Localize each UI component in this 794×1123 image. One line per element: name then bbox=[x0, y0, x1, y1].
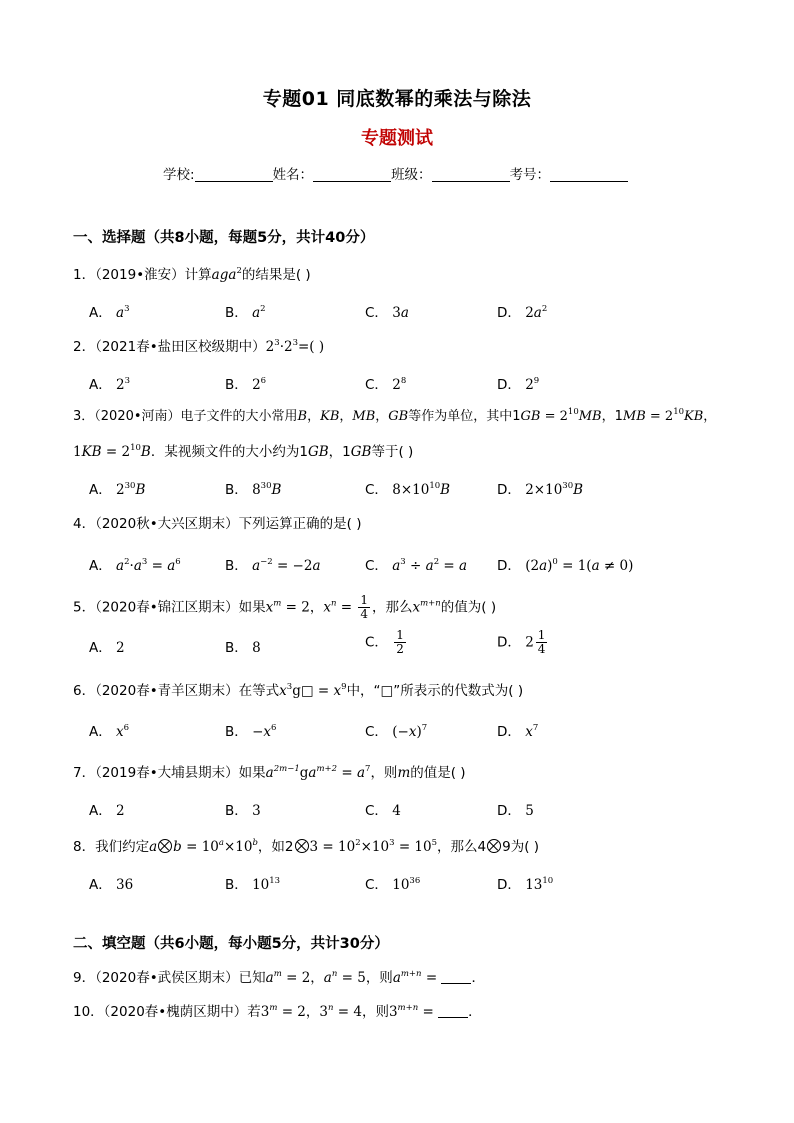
separator: ，1 bbox=[601, 409, 623, 424]
math-op: = bbox=[418, 1004, 439, 1020]
question-3-line-2 bbox=[73, 440, 413, 460]
math-base: = 2 bbox=[645, 409, 674, 424]
option-6d[interactable] bbox=[497, 720, 538, 740]
option-label: C． bbox=[365, 558, 388, 574]
unit-kb: KB bbox=[684, 409, 704, 424]
math-op: = bbox=[147, 558, 168, 574]
option-5b[interactable] bbox=[225, 636, 261, 656]
math-paren: ) bbox=[416, 724, 422, 740]
question-end: ． bbox=[468, 1004, 482, 1020]
math-var: a bbox=[459, 558, 468, 574]
section-heading-fill: 二、填空题（共6小题，每小题5分，共计30分） bbox=[73, 936, 389, 952]
math-base: 2 bbox=[392, 377, 401, 393]
option-value: 2 bbox=[116, 640, 125, 656]
option-6b[interactable] bbox=[225, 720, 276, 740]
option-7b[interactable] bbox=[225, 799, 261, 819]
math-exponent: 2 bbox=[236, 266, 242, 276]
math-op: = bbox=[421, 970, 442, 986]
student-info-row bbox=[163, 163, 628, 183]
option-1d[interactable] bbox=[497, 301, 547, 321]
fraction-numerator: 1 bbox=[396, 628, 404, 642]
option-label: A． bbox=[89, 305, 112, 321]
math-base: 10 bbox=[252, 877, 270, 893]
unit-b: B bbox=[297, 409, 308, 424]
option-7a[interactable] bbox=[89, 799, 125, 819]
math-exponent: 6 bbox=[123, 723, 130, 733]
option-8b[interactable] bbox=[225, 873, 280, 893]
answer-blank[interactable] bbox=[438, 1005, 468, 1018]
math-var: a bbox=[591, 558, 600, 574]
question-9 bbox=[73, 966, 485, 986]
option-label: C． bbox=[365, 377, 388, 393]
question-stem: 3．（2020•河南）电子文件的大小常用 bbox=[73, 409, 298, 424]
option-value: 4 bbox=[392, 803, 401, 819]
math-var: a bbox=[425, 558, 434, 574]
question-stem: 5．（2020春•锦江区期末）如果 bbox=[73, 599, 266, 616]
option-label: D． bbox=[497, 305, 521, 321]
option-label: D． bbox=[497, 803, 521, 819]
question-stem: ．某视频文件的大小约为1 bbox=[150, 444, 308, 460]
option-value: 2 bbox=[116, 803, 125, 819]
math-exponent: 30 bbox=[260, 481, 272, 491]
math-base: 2×10 bbox=[525, 482, 563, 498]
fraction bbox=[536, 629, 548, 656]
option-7d[interactable] bbox=[497, 799, 534, 819]
option-label: C． bbox=[365, 803, 388, 819]
option-label: C． bbox=[365, 482, 388, 498]
fraction-numerator: 1 bbox=[537, 628, 546, 642]
math-exponent: 2 bbox=[124, 557, 130, 567]
unit-mb: MB bbox=[352, 409, 376, 424]
math-paren: ) bbox=[547, 558, 553, 574]
math-var: a bbox=[539, 558, 548, 574]
class-label: 班级： bbox=[391, 167, 432, 183]
page-subtitle: 专题测试 bbox=[361, 128, 433, 149]
question-stem: ，如2 bbox=[257, 839, 294, 855]
math-var: a bbox=[133, 558, 142, 574]
option-6c[interactable] bbox=[365, 720, 427, 740]
math-base: 13 bbox=[525, 877, 543, 893]
question-1 bbox=[73, 263, 311, 283]
otimes-icon bbox=[487, 839, 501, 853]
math-exponent: m+2 bbox=[316, 764, 338, 774]
option-4b[interactable] bbox=[225, 554, 321, 574]
math-base: 2 bbox=[116, 482, 125, 498]
question-stem: 2．（2021春•盐田区校级期中） bbox=[73, 339, 266, 355]
number-label: 考号： bbox=[509, 167, 551, 183]
math-op: = 10 bbox=[181, 839, 219, 855]
option-label: C． bbox=[365, 724, 388, 740]
math-op: · bbox=[279, 339, 284, 355]
unit-gb: GB bbox=[520, 409, 541, 424]
math-base: 3 bbox=[260, 1004, 270, 1020]
math-var: x bbox=[408, 724, 417, 740]
unit-b: B bbox=[440, 482, 451, 498]
math-var: a bbox=[252, 305, 261, 321]
question-5 bbox=[73, 594, 496, 621]
math-exponent: 0 bbox=[552, 557, 558, 567]
section-heading-choice: 一、选择题（共8小题，每题5分，共计40分） bbox=[73, 230, 375, 246]
fraction-denominator: 4 bbox=[537, 642, 546, 656]
question-stem: 1．（2019•淮安）计算 bbox=[73, 267, 212, 283]
math-var: a bbox=[392, 970, 401, 986]
math-op: = −2 bbox=[272, 558, 313, 574]
math-exponent: n bbox=[330, 598, 337, 609]
separator: ， bbox=[375, 409, 389, 424]
option-3b[interactable] bbox=[225, 478, 281, 498]
math-exponent: 7 bbox=[421, 723, 428, 733]
school-label: 学校: bbox=[163, 167, 195, 183]
math-var: x bbox=[116, 724, 124, 740]
question-8 bbox=[73, 835, 539, 855]
question-6 bbox=[73, 679, 523, 699]
option-3d[interactable] bbox=[497, 478, 583, 498]
option-3c[interactable] bbox=[365, 478, 450, 498]
option-2c[interactable] bbox=[365, 373, 406, 393]
math-exponent: m bbox=[273, 969, 282, 979]
fraction-numerator: 1 bbox=[360, 593, 368, 607]
math-var: a bbox=[265, 970, 274, 986]
option-2a[interactable] bbox=[89, 373, 130, 393]
option-label: D． bbox=[497, 634, 521, 651]
option-label: A． bbox=[89, 877, 112, 893]
option-4c[interactable] bbox=[365, 554, 467, 574]
math-exponent: n bbox=[331, 969, 338, 979]
math-op: = 4 bbox=[333, 1004, 362, 1020]
name-blank bbox=[313, 167, 391, 182]
math-base: 3 bbox=[319, 1004, 328, 1020]
math-op: = 2 bbox=[277, 1004, 306, 1020]
math-op: g bbox=[219, 267, 229, 283]
math-var: a bbox=[392, 558, 401, 574]
answer-blank[interactable] bbox=[441, 971, 471, 984]
separator: ， bbox=[310, 970, 324, 986]
question-10 bbox=[73, 1000, 482, 1020]
math-exponent: 3 bbox=[292, 338, 298, 348]
math-op: ÷ bbox=[405, 558, 426, 574]
option-label: C． bbox=[365, 877, 388, 893]
option-2b[interactable] bbox=[225, 373, 266, 393]
question-stem: ，则 bbox=[370, 765, 398, 781]
math-base: (2 bbox=[525, 558, 540, 574]
option-label: A． bbox=[89, 803, 112, 819]
math-op: − bbox=[252, 724, 264, 740]
fraction bbox=[358, 594, 370, 621]
math-exponent: m+n bbox=[420, 598, 441, 609]
math-coef: 2 bbox=[525, 305, 534, 321]
math-exponent: 3 bbox=[124, 376, 131, 386]
math-exponent: 10 bbox=[130, 443, 141, 453]
math-var: a bbox=[533, 305, 542, 321]
option-label: D． bbox=[497, 724, 521, 740]
math-var: a bbox=[323, 970, 332, 986]
otimes-icon bbox=[158, 839, 172, 853]
math-op: g□ = bbox=[292, 683, 334, 699]
math-var: a bbox=[252, 558, 261, 574]
math-op: = 10 bbox=[394, 839, 432, 855]
math-base: 3 bbox=[388, 1004, 398, 1020]
math-var: x bbox=[412, 599, 421, 616]
math-var: x bbox=[323, 599, 331, 616]
question-stem-suffix: =( ) bbox=[298, 339, 325, 355]
math-exponent: 10 bbox=[673, 407, 685, 417]
mixed-whole: 2 bbox=[525, 634, 534, 651]
option-8a[interactable] bbox=[89, 873, 133, 893]
math-exponent: 2 bbox=[355, 838, 361, 848]
question-stem-suffix: 的结果是( ) bbox=[241, 267, 311, 283]
question-stem-suffix: 等于( ) bbox=[371, 444, 414, 460]
math-base: 2 bbox=[116, 377, 125, 393]
question-stem: 6．（2020春•青羊区期末）在等式 bbox=[73, 683, 280, 699]
option-value: 8 bbox=[252, 640, 261, 656]
math-exponent: 6 bbox=[271, 723, 277, 733]
option-label: A． bbox=[89, 377, 112, 393]
class-blank bbox=[432, 167, 510, 182]
option-label: D． bbox=[497, 558, 521, 574]
math-op: = bbox=[439, 558, 460, 574]
math-exponent: m+n bbox=[397, 1003, 419, 1013]
math-var: a bbox=[116, 558, 125, 574]
option-4a[interactable] bbox=[89, 554, 181, 574]
option-1c[interactable] bbox=[365, 301, 409, 321]
option-label: A． bbox=[89, 724, 112, 740]
option-label: B． bbox=[225, 724, 248, 740]
option-7c[interactable] bbox=[365, 799, 401, 819]
question-stem: ，那么 bbox=[372, 599, 413, 616]
question-stem: 7．（2019春•大埔县期末）如果 bbox=[73, 765, 266, 781]
unit-mb: MB bbox=[578, 409, 602, 424]
math-op: = 1( bbox=[557, 558, 592, 574]
question-stem-suffix: 的值是( ) bbox=[410, 765, 466, 781]
math-exponent: 30 bbox=[562, 481, 574, 491]
math-exponent: 2 bbox=[541, 304, 548, 314]
otimes-icon bbox=[295, 839, 309, 853]
math-base: = 2 bbox=[540, 409, 568, 424]
math-exponent: 3 bbox=[400, 557, 406, 567]
unit-gb: GB bbox=[388, 409, 409, 424]
math-exponent: 7 bbox=[365, 764, 371, 774]
math-exponent: 6 bbox=[260, 376, 267, 386]
option-label: D． bbox=[497, 482, 521, 498]
math-exponent: 30 bbox=[124, 481, 136, 491]
math-var: a bbox=[400, 305, 409, 321]
option-4d[interactable] bbox=[497, 554, 633, 574]
math-op: g bbox=[299, 765, 309, 781]
unit-b: B bbox=[140, 444, 151, 460]
separator: ， bbox=[309, 599, 324, 616]
math-op: · bbox=[129, 558, 134, 574]
math-op: 3 = 10 bbox=[309, 839, 356, 855]
option-8d[interactable] bbox=[497, 873, 553, 893]
math-var: a bbox=[167, 558, 176, 574]
question-3-line-1 bbox=[73, 405, 716, 424]
number-blank bbox=[550, 167, 628, 182]
option-5a[interactable] bbox=[89, 636, 125, 656]
math-var: x bbox=[265, 599, 274, 616]
math-base: 2 bbox=[265, 339, 275, 355]
option-label: B． bbox=[225, 558, 248, 574]
fraction bbox=[394, 629, 406, 656]
math-exponent: 3 bbox=[389, 838, 395, 848]
math-var: b bbox=[173, 839, 182, 855]
math-var: a bbox=[265, 765, 274, 781]
page-title: 专题01 同底数幂的乘法与除法 bbox=[262, 88, 532, 110]
separator: ， bbox=[703, 409, 717, 424]
math-var: m bbox=[397, 765, 411, 781]
unit-b: B bbox=[271, 482, 282, 498]
math-coef: 3 bbox=[392, 305, 401, 321]
question-4 bbox=[73, 512, 361, 532]
math-exponent: 9 bbox=[533, 376, 540, 386]
math-op: = 5 bbox=[337, 970, 366, 986]
separator: ，1 bbox=[328, 444, 351, 460]
option-8c[interactable] bbox=[365, 873, 420, 893]
question-stem: ，那么4 bbox=[437, 839, 487, 855]
math-var: a bbox=[116, 305, 125, 321]
math-exponent: a bbox=[218, 838, 224, 848]
option-label: D． bbox=[497, 377, 521, 393]
math-exponent: 2m−1 bbox=[273, 764, 300, 774]
option-label: A． bbox=[89, 482, 112, 498]
option-value: 36 bbox=[116, 877, 134, 893]
question-2 bbox=[73, 335, 324, 355]
math-exponent: −2 bbox=[260, 557, 273, 567]
math-var: x bbox=[525, 724, 533, 740]
math-op: = bbox=[336, 599, 357, 616]
math-exponent: 3 bbox=[141, 557, 148, 567]
math-var: a bbox=[356, 765, 366, 781]
separator: ， bbox=[307, 409, 321, 424]
math-exponent: 2 bbox=[433, 557, 440, 567]
math-exponent: 3 bbox=[274, 338, 280, 348]
unit-b: B bbox=[135, 482, 146, 498]
math-exponent: 9 bbox=[341, 682, 347, 692]
option-5d[interactable] bbox=[497, 629, 549, 656]
option-label: B． bbox=[225, 803, 248, 819]
math-exponent: b bbox=[252, 838, 258, 848]
option-3a[interactable] bbox=[89, 478, 145, 498]
math-var: a bbox=[211, 267, 220, 283]
math-exponent: 6 bbox=[175, 557, 181, 567]
math-base: 2 bbox=[252, 377, 261, 393]
math-exponent: 8 bbox=[400, 376, 407, 386]
math-op: = 2 bbox=[281, 970, 311, 986]
option-label: B． bbox=[225, 877, 248, 893]
question-end: ． bbox=[471, 970, 485, 986]
option-label: C． bbox=[365, 305, 388, 321]
option-label: B． bbox=[225, 377, 248, 393]
option-label: A． bbox=[89, 640, 112, 656]
math-exponent: 2 bbox=[260, 304, 266, 314]
question-stem-suffix: 的值为( ) bbox=[440, 599, 497, 616]
math-exponent: m bbox=[273, 598, 282, 609]
separator: ， bbox=[339, 409, 353, 424]
unit-kb: KB bbox=[320, 409, 340, 424]
math-base: = 2 bbox=[101, 444, 131, 460]
math-coef: 1 bbox=[73, 444, 82, 460]
option-1a[interactable] bbox=[89, 301, 130, 321]
option-value: 3 bbox=[252, 803, 261, 819]
option-label: B． bbox=[225, 305, 248, 321]
math-op: = 2 bbox=[281, 599, 310, 616]
math-exponent: 10 bbox=[429, 481, 441, 491]
math-exponent: 7 bbox=[532, 723, 539, 733]
math-var: x bbox=[333, 683, 342, 699]
math-exponent: m+n bbox=[400, 969, 422, 979]
math-exponent: 36 bbox=[409, 876, 421, 886]
math-condition: ≠ 0) bbox=[599, 558, 634, 574]
option-1b[interactable] bbox=[225, 301, 266, 321]
fraction-denominator: 2 bbox=[396, 642, 404, 656]
math-exponent: 10 bbox=[567, 407, 579, 417]
question-stem-suffix: 中，“□”所表示的代数式为( ) bbox=[346, 683, 524, 699]
math-var: a bbox=[308, 765, 317, 781]
separator: ， bbox=[305, 1004, 320, 1020]
math-exponent: 3 bbox=[124, 304, 130, 314]
math-base: 8×10 bbox=[392, 482, 430, 498]
question-stem: 4．（2020秋•大兴区期末）下列运算正确的是( ) bbox=[73, 516, 362, 532]
unit-b: B bbox=[573, 482, 584, 498]
unit-kb: KB bbox=[81, 444, 102, 460]
option-value: 5 bbox=[525, 803, 534, 819]
math-exponent: 10 bbox=[542, 876, 554, 886]
math-var: a bbox=[312, 558, 321, 574]
option-5c[interactable] bbox=[365, 629, 408, 656]
question-stem: 9．（2020春•武侯区期末）已知 bbox=[73, 970, 266, 986]
math-base: 2 bbox=[525, 377, 534, 393]
unit-mb: MB bbox=[622, 409, 646, 424]
math-base: 8 bbox=[252, 482, 261, 498]
math-op: ×10 bbox=[360, 839, 390, 855]
question-stem: ，则 bbox=[361, 1004, 389, 1020]
question-7 bbox=[73, 761, 466, 781]
question-stem-suffix: 9为( ) bbox=[502, 839, 540, 855]
option-label: C． bbox=[365, 634, 388, 651]
option-6a[interactable] bbox=[89, 720, 129, 740]
math-exponent: 13 bbox=[269, 876, 281, 886]
name-label: 姓名： bbox=[272, 167, 314, 183]
school-blank bbox=[195, 167, 273, 182]
math-var: a bbox=[228, 267, 237, 283]
math-var: x bbox=[263, 724, 271, 740]
question-stem: 8．我们约定 bbox=[73, 839, 150, 855]
math-exponent: 3 bbox=[286, 682, 293, 692]
math-exponent: 5 bbox=[431, 838, 438, 848]
option-label: B． bbox=[225, 482, 248, 498]
math-op: (− bbox=[392, 724, 409, 740]
math-base: 2 bbox=[283, 339, 293, 355]
math-op: = bbox=[337, 765, 357, 781]
option-2d[interactable] bbox=[497, 373, 539, 393]
math-var: a bbox=[149, 839, 158, 855]
math-exponent: m bbox=[269, 1003, 278, 1013]
question-stem: 10．（2020春•槐荫区期中）若 bbox=[73, 1004, 261, 1020]
question-stem: 等作为单位，其中1 bbox=[408, 409, 521, 424]
fraction-denominator: 4 bbox=[360, 607, 368, 621]
option-label: D． bbox=[497, 877, 521, 893]
math-op: ×10 bbox=[223, 839, 253, 855]
math-base: 10 bbox=[392, 877, 410, 893]
unit-gb: GB bbox=[350, 444, 372, 460]
unit-gb: GB bbox=[307, 444, 329, 460]
math-exponent: n bbox=[327, 1003, 334, 1013]
math-var: x bbox=[279, 683, 287, 699]
option-label: A． bbox=[89, 558, 112, 574]
option-label: B． bbox=[225, 640, 248, 656]
question-stem: ，则 bbox=[365, 970, 393, 986]
